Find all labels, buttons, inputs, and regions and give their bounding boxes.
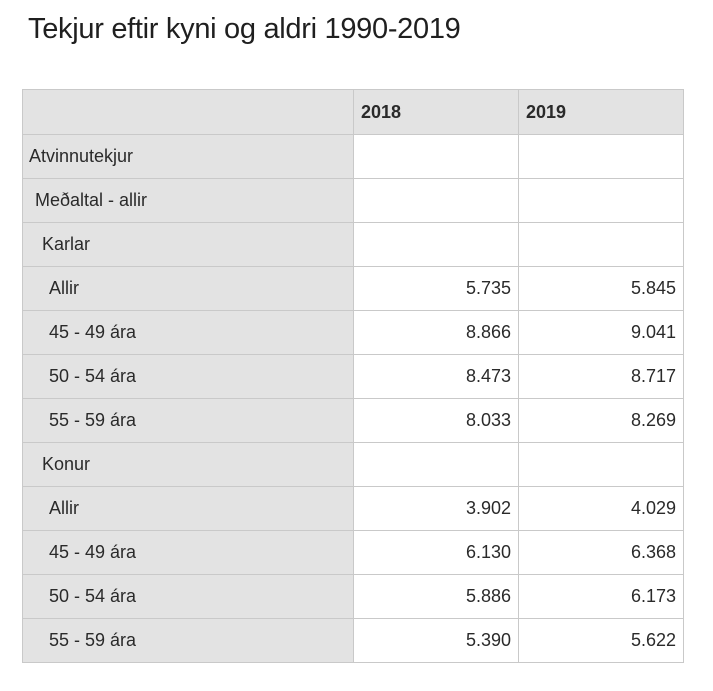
cell-value: 3.902 — [354, 487, 519, 531]
table-row — [23, 355, 684, 399]
cell-value: 5.845 — [519, 267, 684, 311]
table-row — [23, 619, 684, 663]
row-label-konur-allir: Allir — [23, 487, 354, 531]
table-row — [23, 135, 684, 179]
cell-value — [519, 443, 684, 487]
cell-value — [354, 223, 519, 267]
cell-value: 8.473 — [354, 355, 519, 399]
row-label-karlar-55-59: 55 - 59 ára — [23, 399, 354, 443]
row-label-atvinnutekjur: Atvinnutekjur — [23, 135, 354, 179]
table-row — [23, 443, 684, 487]
cell-value: 6.173 — [519, 575, 684, 619]
cell-value: 8.269 — [519, 399, 684, 443]
cell-value: 8.866 — [354, 311, 519, 355]
cell-value: 8.717 — [519, 355, 684, 399]
table-row — [23, 531, 684, 575]
cell-value — [354, 179, 519, 223]
row-label-konur-50-54: 50 - 54 ára — [23, 575, 354, 619]
table-row — [23, 267, 684, 311]
row-label-karlar-45-49: 45 - 49 ára — [23, 311, 354, 355]
cell-value — [519, 179, 684, 223]
table-header-row — [23, 90, 684, 135]
column-header-2018[interactable]: 2018 — [354, 90, 519, 135]
row-label-konur-55-59: 55 - 59 ára — [23, 619, 354, 663]
table-row — [23, 575, 684, 619]
row-label-medaltal-allir: Meðaltal - allir — [23, 179, 354, 223]
row-label-karlar-allir: Allir — [23, 267, 354, 311]
cell-value: 5.735 — [354, 267, 519, 311]
cell-value: 5.390 — [354, 619, 519, 663]
cell-value: 5.886 — [354, 575, 519, 619]
table-row — [23, 487, 684, 531]
cell-value: 6.368 — [519, 531, 684, 575]
income-table — [22, 89, 684, 663]
cell-value: 8.033 — [354, 399, 519, 443]
cell-value — [354, 135, 519, 179]
column-header-2019[interactable]: 2019 — [519, 90, 684, 135]
page-title: Tekjur eftir kyni og aldri 1990-2019 — [28, 13, 461, 45]
cell-value: 4.029 — [519, 487, 684, 531]
cell-value: 9.041 — [519, 311, 684, 355]
cell-value — [519, 223, 684, 267]
cell-value — [519, 135, 684, 179]
row-label-konur: Konur — [23, 443, 354, 487]
cell-value: 5.622 — [519, 619, 684, 663]
header-corner-cell — [23, 90, 354, 135]
row-label-karlar-50-54: 50 - 54 ára — [23, 355, 354, 399]
row-label-karlar: Karlar — [23, 223, 354, 267]
cell-value: 6.130 — [354, 531, 519, 575]
table-row — [23, 179, 684, 223]
table-row — [23, 223, 684, 267]
table-row — [23, 311, 684, 355]
row-label-konur-45-49: 45 - 49 ára — [23, 531, 354, 575]
table-row — [23, 399, 684, 443]
cell-value — [354, 443, 519, 487]
